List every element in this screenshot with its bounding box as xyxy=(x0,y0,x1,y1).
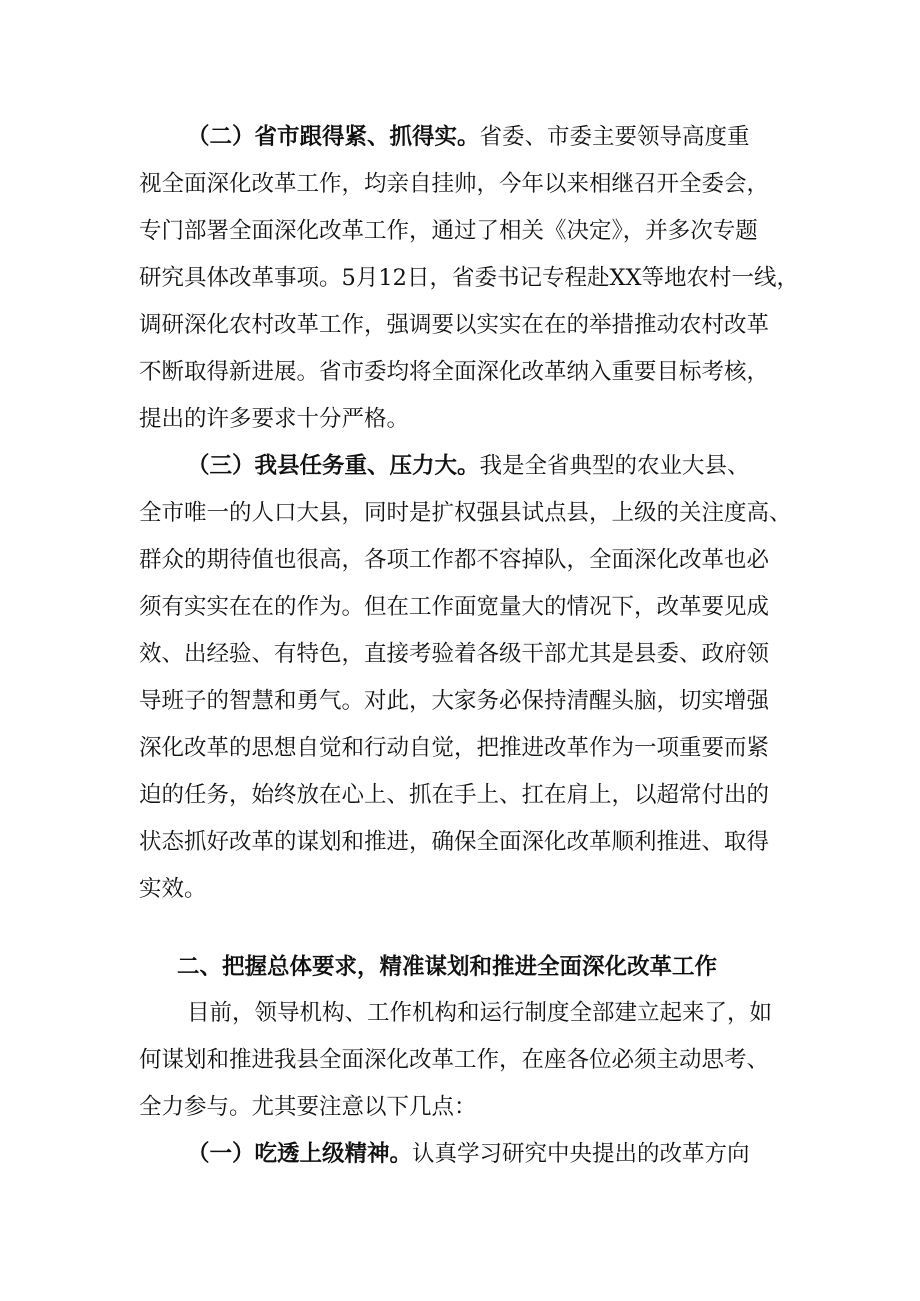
paragraph-line: 导班子的智慧和勇气。对此，大家务必保持清醒头脑，切实增强 xyxy=(139,688,770,714)
paragraph-line: 目前，领导机构、工作机构和运行制度全部建立起来了，如 xyxy=(187,1000,773,1026)
paragraph-line: 调研深化农村改革工作，强调要以实实在在的举措推动农村改革 xyxy=(139,312,770,338)
paragraph-line: 迫的任务，始终放在心上、抓在手上、扛在肩上，以超常付出的 xyxy=(139,782,770,808)
paragraph-line: 何谋划和推进我县全面深化改革工作，在座各位必须主动思考、 xyxy=(139,1047,770,1073)
paragraph-line: 专门部署全面深化改革工作，通过了相关《决定》，并多次专题 xyxy=(139,218,758,244)
paragraph-line: 研究具体改革事项。5月12日，省委书记专程赴XX等地农村一线， xyxy=(139,265,799,291)
paragraph-line: 视全面深化改革工作，均亲自挂帅，今年以来相继召开全委会， xyxy=(139,171,770,197)
paragraph-line xyxy=(187,1138,750,1170)
paragraph-lead: （三）我县任务重、压力大。 xyxy=(187,453,480,479)
paragraph-line: 状态抓好改革的谋划和推进，确保全面深化改革顺利推进、取得 xyxy=(139,829,770,855)
paragraph-line: 提出的许多要求十分严格。 xyxy=(139,406,410,432)
paragraph-line: 群众的期待值也很高，各项工作都不容掉队，全面深化改革也必 xyxy=(139,547,770,573)
paragraph-text: 认真学习研究中央提出的改革方向 xyxy=(412,1141,750,1167)
paragraph-line xyxy=(187,450,750,482)
section-heading: 二、把握总体要求，精准谋划和推进全面深化改革工作 xyxy=(177,954,718,980)
paragraph-line: 全力参与。尤其要注意以下几点： xyxy=(139,1094,477,1120)
paragraph-lead: （二）省市跟得紧、抓得实。 xyxy=(187,124,480,150)
paragraph-line: 效、出经验、有特色，直接考验着各级干部尤其是县委、政府领 xyxy=(139,641,770,667)
paragraph-line: 须有实实在在的作为。但在工作面宽量大的情况下，改革要见成 xyxy=(139,594,770,620)
paragraph-text: 省委、市委主要领导高度重 xyxy=(479,124,750,150)
paragraph-line xyxy=(187,121,750,153)
paragraph-lead: （一）吃透上级精神。 xyxy=(187,1141,413,1167)
paragraph-line: 全市唯一的人口大县，同时是扩权强县试点县，上级的关注度高、 xyxy=(139,500,792,526)
paragraph-line: 深化改革的思想自觉和行动自觉，把推进改革作为一项重要而紧 xyxy=(139,735,770,761)
paragraph-text: 我是全省典型的农业大县、 xyxy=(479,453,750,479)
paragraph-line: 不断取得新进展。省市委均将全面深化改革纳入重要目标考核， xyxy=(139,359,770,385)
paragraph-line: 实效。 xyxy=(139,876,207,902)
